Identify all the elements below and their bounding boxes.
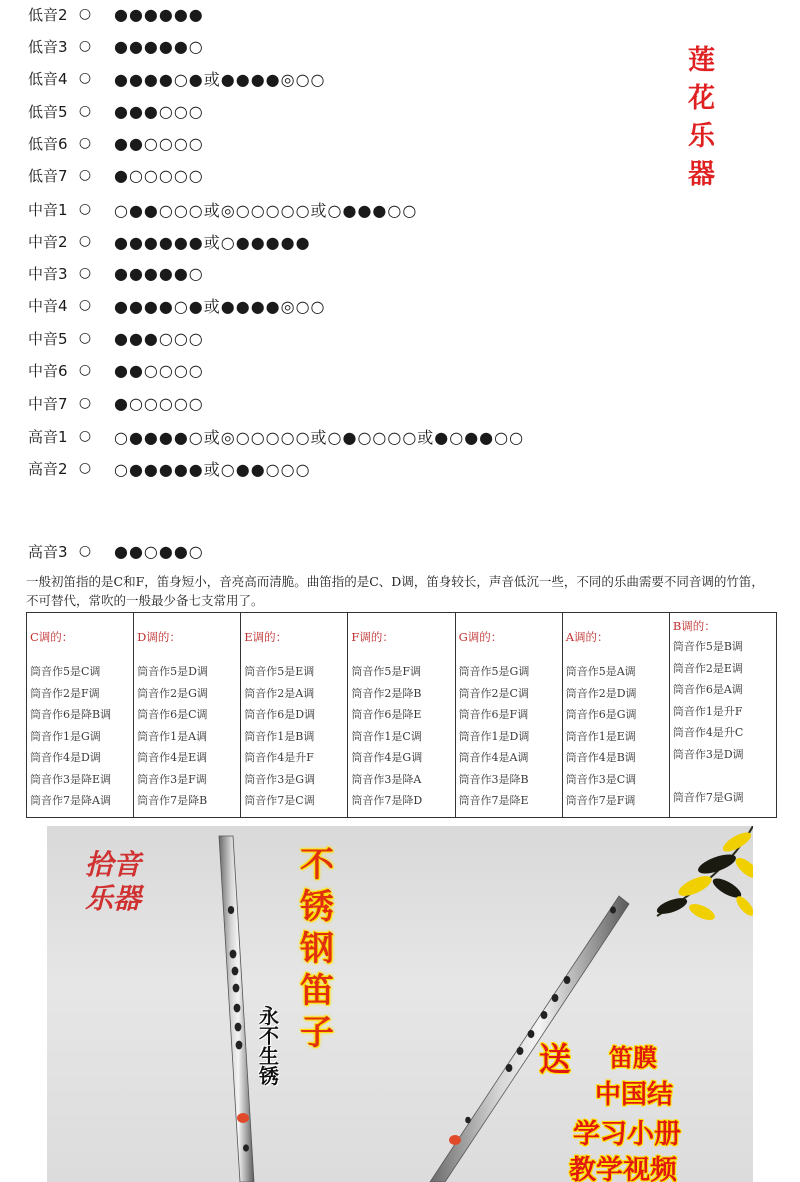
key-mapping-line: 筒音作5是G调 xyxy=(458,665,530,678)
key-heading: F调的： xyxy=(351,630,394,644)
product-title-char: 钢 xyxy=(300,929,334,969)
thumb-hole-icon: ○ xyxy=(78,395,92,411)
key-mapping-line: 筒音作4是G调 xyxy=(351,751,423,764)
thumb-hole-icon: ○ xyxy=(78,38,92,54)
key-heading: A调的： xyxy=(565,630,609,644)
fingering-row xyxy=(28,97,204,125)
note-label: 低音5 xyxy=(28,102,68,121)
key-mapping-line: 筒音作6是C调 xyxy=(137,708,208,721)
flute-left xyxy=(219,836,254,1182)
key-mapping-line: 筒音作2是F调 xyxy=(30,686,100,700)
note-label: 中音7 xyxy=(28,394,68,413)
key-mapping-line: 筒音作2是降B xyxy=(351,686,422,700)
note-label: 高音3 xyxy=(28,542,68,561)
note-label: 中音2 xyxy=(28,232,68,251)
product-photo xyxy=(47,826,753,1182)
finger-holes: ○●●●●○或◎○○○○○或○●○○○○或●○●●○○ xyxy=(114,427,525,447)
key-mapping-line: 筒音作1是B调 xyxy=(244,729,315,743)
key-mapping-line: 筒音作7是降A调 xyxy=(30,794,111,807)
key-mapping-line: 筒音作3是D调 xyxy=(672,747,744,761)
key-mapping-line: 筒音作6是A调 xyxy=(672,683,743,696)
key-heading: G调的： xyxy=(458,630,503,644)
key-mapping-line: 筒音作4是D调 xyxy=(30,751,101,764)
fingering-row xyxy=(28,161,204,189)
key-mapping-line: 筒音作2是D调 xyxy=(565,686,637,700)
fingering-row xyxy=(28,259,204,287)
photo-brand-line-1: 拾音 xyxy=(85,848,142,881)
key-mapping-line: 筒音作2是G调 xyxy=(137,686,208,700)
note-label: 低音2 xyxy=(28,5,68,24)
finger-holes: ●●○○○○ xyxy=(114,133,204,153)
key-column xyxy=(134,613,241,818)
key-column xyxy=(562,613,669,818)
key-heading: E调的： xyxy=(244,630,288,644)
note-label: 中音1 xyxy=(28,200,68,219)
gift-prefix: 送 xyxy=(539,1040,572,1078)
key-column xyxy=(348,613,455,818)
note-label: 中音3 xyxy=(28,264,68,283)
thumb-hole-icon: ○ xyxy=(78,362,92,378)
key-mapping-line: 筒音作3是降A xyxy=(351,772,422,786)
thumb-hole-icon: ○ xyxy=(78,6,92,22)
thumb-hole-icon: ○ xyxy=(78,330,92,346)
key-mapping-line: 筒音作1是升F xyxy=(672,704,743,718)
fingering-row xyxy=(28,422,524,450)
gift-item: 笛膜 xyxy=(609,1043,657,1072)
key-heading: B调的： xyxy=(672,619,716,633)
thumb-hole-icon: ○ xyxy=(78,265,92,281)
finger-holes: ●●●●○●或●●●●◎○○ xyxy=(114,296,326,316)
fingering-row xyxy=(28,32,204,60)
key-mapping-line: 筒音作3是G调 xyxy=(244,772,316,786)
key-column xyxy=(241,613,348,818)
fingering-row xyxy=(28,454,311,482)
thumb-hole-icon: ○ xyxy=(78,428,92,444)
key-column xyxy=(27,613,134,818)
brand-seal xyxy=(688,42,758,194)
note-label: 低音6 xyxy=(28,134,68,153)
fingering-row xyxy=(28,324,204,352)
key-table-row xyxy=(27,613,777,818)
gift-item: 中国结 xyxy=(595,1080,674,1110)
key-mapping-line: 筒音作3是F调 xyxy=(137,772,207,786)
thumb-hole-icon: ○ xyxy=(78,460,92,476)
fingering-row xyxy=(28,356,204,384)
description-text: 一般初笛指的是C和F，笛身短小，音亮高而清脆。曲笛指的是C、D调，笛身较长，声音低沉一些，不同的乐曲需要不同音调的竹笛，不可替代，常吹的一般最少备七支常用了。 xyxy=(26,574,764,608)
fingering-row xyxy=(28,64,326,92)
note-label: 中音6 xyxy=(28,361,68,380)
key-mapping-line: 筒音作7是G调 xyxy=(672,790,744,804)
thumb-hole-icon: ○ xyxy=(78,297,92,313)
fingering-row xyxy=(28,291,326,319)
key-mapping-line: 筒音作4是升C xyxy=(672,726,744,739)
key-mapping-line: 筒音作5是D调 xyxy=(137,665,208,678)
finger-holes: ●●●●●●或○●●●●● xyxy=(114,232,311,252)
note-label: 高音1 xyxy=(28,427,68,446)
finger-holes: ●●○●●○ xyxy=(114,541,204,561)
note-label: 高音2 xyxy=(28,459,68,478)
key-mapping-line: 筒音作5是E调 xyxy=(244,665,315,678)
key-mapping-line: 筒音作5是C调 xyxy=(30,665,101,678)
key-mapping-line: 筒音作7是降E xyxy=(458,794,529,807)
key-mapping-line: 筒音作4是升F xyxy=(244,751,314,764)
gift-item: 学习小册 xyxy=(573,1119,681,1150)
seal-line-2: 乐器 xyxy=(688,121,725,190)
note-label: 低音7 xyxy=(28,166,68,185)
finger-holes: ○●●●●●或○●●○○○ xyxy=(114,459,311,479)
key-mapping-line xyxy=(673,765,773,787)
fingering-row xyxy=(28,389,204,417)
thumb-hole-icon: ○ xyxy=(78,135,92,151)
key-mapping-line: 筒音作7是F调 xyxy=(565,794,636,807)
thumb-hole-icon: ○ xyxy=(78,103,92,119)
key-column xyxy=(669,613,776,818)
finger-holes: ●●●●●● xyxy=(114,4,204,24)
key-mapping-line: 筒音作6是降E xyxy=(351,708,422,721)
finger-holes: ●●●●●○ xyxy=(114,263,204,283)
key-mapping-line: 筒音作7是降D xyxy=(351,794,423,807)
key-heading: C调的： xyxy=(30,630,74,644)
key-table xyxy=(26,612,777,818)
finger-holes: ●●○○○○ xyxy=(114,360,204,380)
key-mapping-line: 筒音作6是G调 xyxy=(565,708,637,721)
key-mapping-line: 筒音作1是A调 xyxy=(137,729,208,743)
photo-brand-line-2: 乐器 xyxy=(85,882,142,915)
key-mapping-line: 筒音作1是E调 xyxy=(565,729,636,743)
product-title xyxy=(297,844,337,1054)
key-mapping-line: 筒音作3是降E调 xyxy=(30,772,112,786)
fingering-row xyxy=(28,129,204,157)
rustproof-label: 永不生锈 xyxy=(259,1004,279,1088)
finger-holes: ●●●●○●或●●●●◎○○ xyxy=(114,69,326,89)
key-mapping-line: 筒音作5是F调 xyxy=(351,665,422,678)
key-mapping-line: 筒音作1是C调 xyxy=(351,729,422,743)
key-mapping-line: 筒音作7是降B xyxy=(137,794,208,807)
fingering-row xyxy=(28,195,417,223)
key-mapping-line: 筒音作2是C调 xyxy=(458,686,529,700)
leaves-decoration xyxy=(655,826,753,923)
key-mapping-line: 筒音作6是F调 xyxy=(458,708,529,721)
fingering-row xyxy=(28,537,204,565)
finger-holes: ●●●○○○ xyxy=(114,101,204,121)
key-mapping-line: 筒音作2是E调 xyxy=(672,661,743,675)
key-mapping-line: 筒音作1是D调 xyxy=(458,729,530,743)
key-mapping-line: 筒音作4是E调 xyxy=(137,751,208,764)
key-heading: D调的： xyxy=(137,630,181,644)
photo-brand xyxy=(85,848,141,916)
thumb-hole-icon: ○ xyxy=(78,233,92,249)
key-mapping-line: 筒音作2是A调 xyxy=(244,686,315,700)
key-mapping-line: 筒音作5是B调 xyxy=(672,640,743,653)
thumb-hole-icon: ○ xyxy=(78,201,92,217)
product-title-char: 子 xyxy=(300,1013,334,1053)
key-mapping-line: 筒音作4是A调 xyxy=(458,751,529,764)
key-mapping-line: 筒音作7是C调 xyxy=(244,794,315,807)
note-label: 中音5 xyxy=(28,329,68,348)
finger-holes: ●○○○○○ xyxy=(114,393,204,413)
thumb-hole-icon: ○ xyxy=(78,543,92,559)
note-label: 低音3 xyxy=(28,37,68,56)
note-label: 低音4 xyxy=(28,69,68,88)
key-mapping-line: 筒音作3是降B xyxy=(458,772,529,786)
key-mapping-line: 筒音作1是G调 xyxy=(30,729,101,743)
finger-holes: ●○○○○○ xyxy=(114,165,204,185)
finger-holes: ●●●○○○ xyxy=(114,328,204,348)
gift-item: 教学视频 xyxy=(569,1155,677,1182)
key-mapping-line: 筒音作3是C调 xyxy=(565,772,637,786)
finger-holes: ○●●○○○或◎○○○○○或○●●●○○ xyxy=(114,200,418,220)
finger-holes: ●●●●●○ xyxy=(114,36,204,56)
key-mapping-line: 筒音作6是D调 xyxy=(244,708,316,721)
key-mapping-line: 筒音作6是降B调 xyxy=(30,708,112,721)
product-title-char: 不 xyxy=(300,845,334,885)
fingering-row xyxy=(28,227,311,255)
fingering-row xyxy=(28,0,204,28)
product-title-char: 锈 xyxy=(300,887,334,927)
thumb-hole-icon: ○ xyxy=(78,70,92,86)
thumb-hole-icon: ○ xyxy=(78,167,92,183)
seal-line-1: 莲花 xyxy=(688,45,725,114)
note-label: 中音4 xyxy=(28,296,68,315)
key-mapping-line: 筒音作5是A调 xyxy=(565,665,636,678)
key-column xyxy=(455,613,562,818)
key-mapping-line: 筒音作4是B调 xyxy=(565,751,636,764)
product-title-char: 笛 xyxy=(300,971,334,1011)
